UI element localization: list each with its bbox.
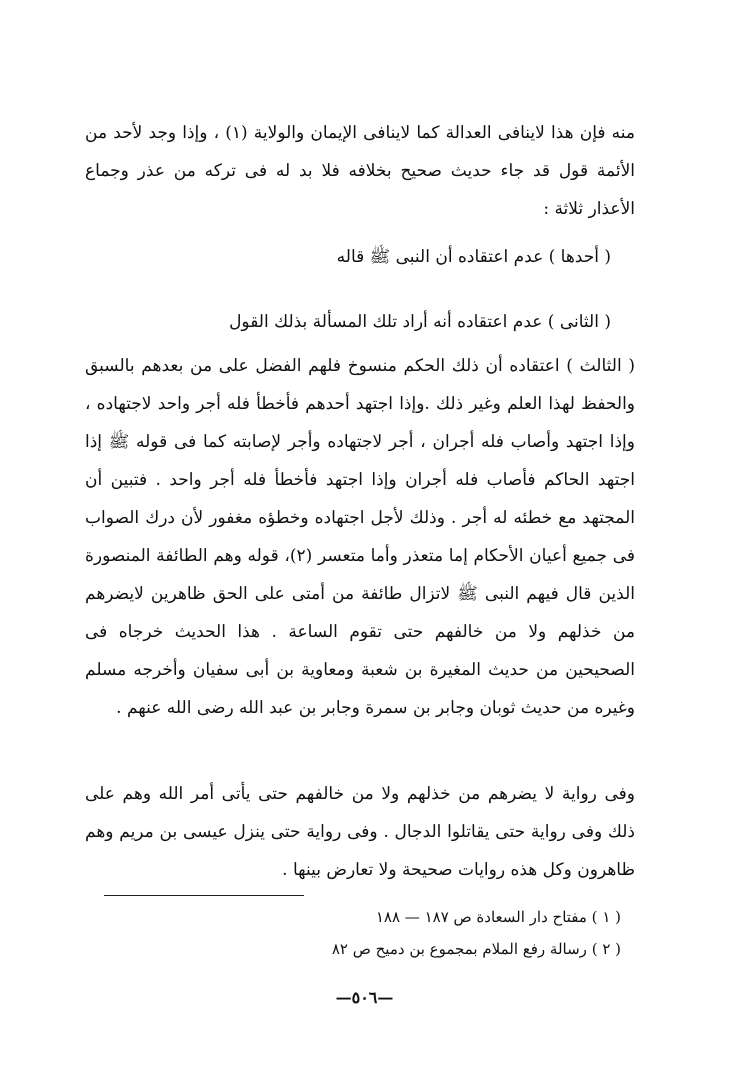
paragraph-narrations: وفى رواية لا يضرهم من خذلهم ولا من خالفهم حتى يأتى أمر الله وهم على ذلك وفى رواية حتى يقاتلوا الدجال . وفى رواية حتى ينزل عيسى بن مريم وهم ظاهرون وكل هذه روايات صحيحة ولا تعارض بينها . <box>85 784 635 880</box>
paragraph-second-reason: ( الثانى ) عدم اعتقاده أنه أراد تلك المسألة بذلك القول <box>229 312 611 332</box>
page-number: —٥٠٦— <box>335 988 394 1007</box>
footnote-divider <box>104 895 304 896</box>
paragraph-first-reason: ( أحدها ) عدم اعتقاده أن النبى ﷺ قاله <box>336 247 611 267</box>
footnote-1: ( ١ ) مفتاح دار السعادة ص ١٨٧ — ١٨٨ <box>375 908 621 926</box>
paragraph-opening: منه فإن هذا لاينافى العدالة كما لاينافى الإيمان والولاية (١) ، وإذا وجد لأحد من الأئمة قول قد جاء حديث صحيح بخلافه فلا بد له فى تركه من عذر وجماع الأعذار ثلاثة : <box>85 123 635 219</box>
footnote-2: ( ٢ ) رسالة رفع الملام بمجموع بن دميح ص ٨٢ <box>331 940 621 958</box>
paragraph-third-reason: ( الثالث ) اعتقاده أن ذلك الحكم منسوخ فلهم الفضل على من بعدهم بالسبق والحفظ لهذا العلم وغير ذلك .وإذا اجتهد أحدهم فأخطأ فله أجر واحد لاجتهاده ، وإذا اجتهد وأصاب فله أجران ، أجر لاجتهاده وأجر لإصابته كما فى قوله ﷺ إذا اجتهد الحاكم فأصاب فله أجران وإذا اجتهد فأخطأ فله أجر واحد . فتبين أن المجتهد مع خطئه له أجر . وذلك لأجل اجتهاده وخطؤه مغفور لأن درك الصواب فى جميع أعيان الأحكام إما متعذر وأما متعسر (٢)، قوله وهم الطائفة المنصورة الذين قال فيهم النبى ﷺ لاتزال طائفة من أمتى على الحق ظاهرين لايضرهم من خذلهم ولا من خالفهم حتى تقوم الساعة . هذا الحديث خرجاه فى الصحيحين من حديث المغيرة بن شعبة ومعاوية بن أبى سفيان وأخرجه مسلم وغيره من حديث ثوبان وجابر بن سمرة وجابر بن عبد الله رضى الله عنهم . <box>85 356 635 718</box>
